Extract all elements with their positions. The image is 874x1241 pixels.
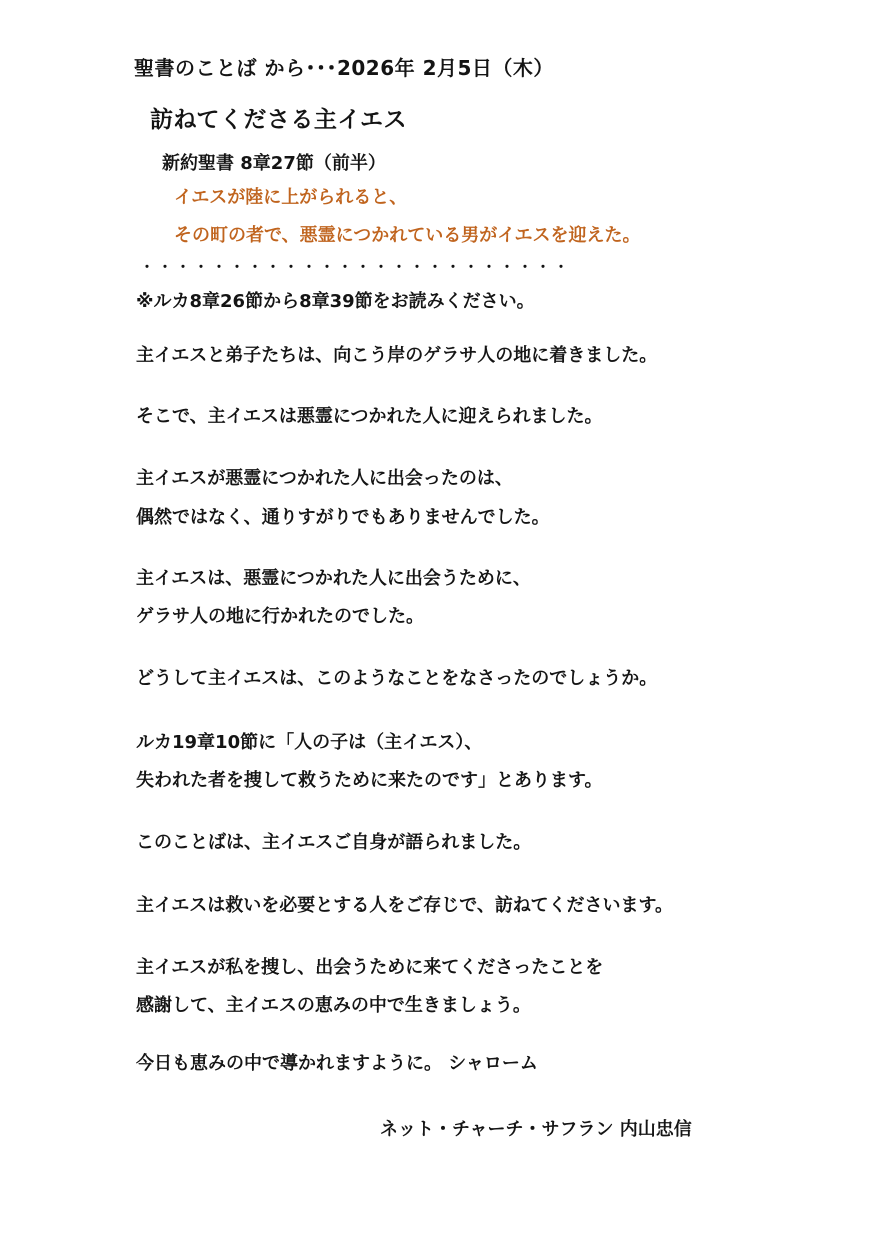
- separator-dots: ・・・・・・・・・・・・・・・・・・・・・・・・: [140, 260, 572, 276]
- signature: ネット・チャーチ・サフラン 内山忠信: [380, 1119, 692, 1140]
- header-line: 聖書のことば から･･･2026年 2月5日（木）: [134, 56, 554, 80]
- body-line: そこで、主イエスは悪霊につかれた人に迎えられました。: [136, 406, 603, 427]
- body-line: 主イエスと弟子たちは、向こう岸のゲラサ人の地に着きました。: [136, 345, 658, 366]
- body-line: 失われた者を捜して救うために来たのです」とあります。: [136, 770, 603, 791]
- body-line: ゲラサ人の地に行かれたのでした。: [136, 606, 424, 627]
- page-title: 訪ねてくださる主イエス: [150, 107, 408, 133]
- body-line: 主イエスは救いを必要とする人をご存じで、訪ねてくださいます。: [136, 895, 674, 916]
- body-line: このことばは、主イエスご自身が語られました。: [136, 832, 532, 853]
- verse-line-2: その町の者で、悪霊につかれている男がイエスを迎えた。: [174, 225, 641, 246]
- body-line: 主イエスは、悪霊につかれた人に出会うために、: [136, 568, 531, 589]
- scripture-reference: 新約聖書 8章27節（前半）: [162, 153, 386, 174]
- body-line: 感謝して、主イエスの恵みの中で生きましょう。: [136, 995, 531, 1016]
- body-line: ルカ19章10節に「人の子は（主イエス）、: [136, 732, 483, 753]
- body-line: どうして主イエスは、このようなことをなさったのでしょうか。: [136, 668, 658, 689]
- body-line: 今日も恵みの中で導かれますように。 シャローム: [136, 1053, 538, 1074]
- body-line: ※ルカ8章26節から8章39節をお読みください。: [136, 291, 535, 312]
- body-line: 主イエスが悪霊につかれた人に出会ったのは、: [136, 468, 513, 489]
- body-line: 偶然ではなく、通りすがりでもありませんでした。: [136, 507, 550, 528]
- verse-line-1: イエスが陸に上がられると、: [174, 187, 408, 208]
- body-line: 主イエスが私を捜し、出会うために来てくださったことを: [136, 957, 604, 978]
